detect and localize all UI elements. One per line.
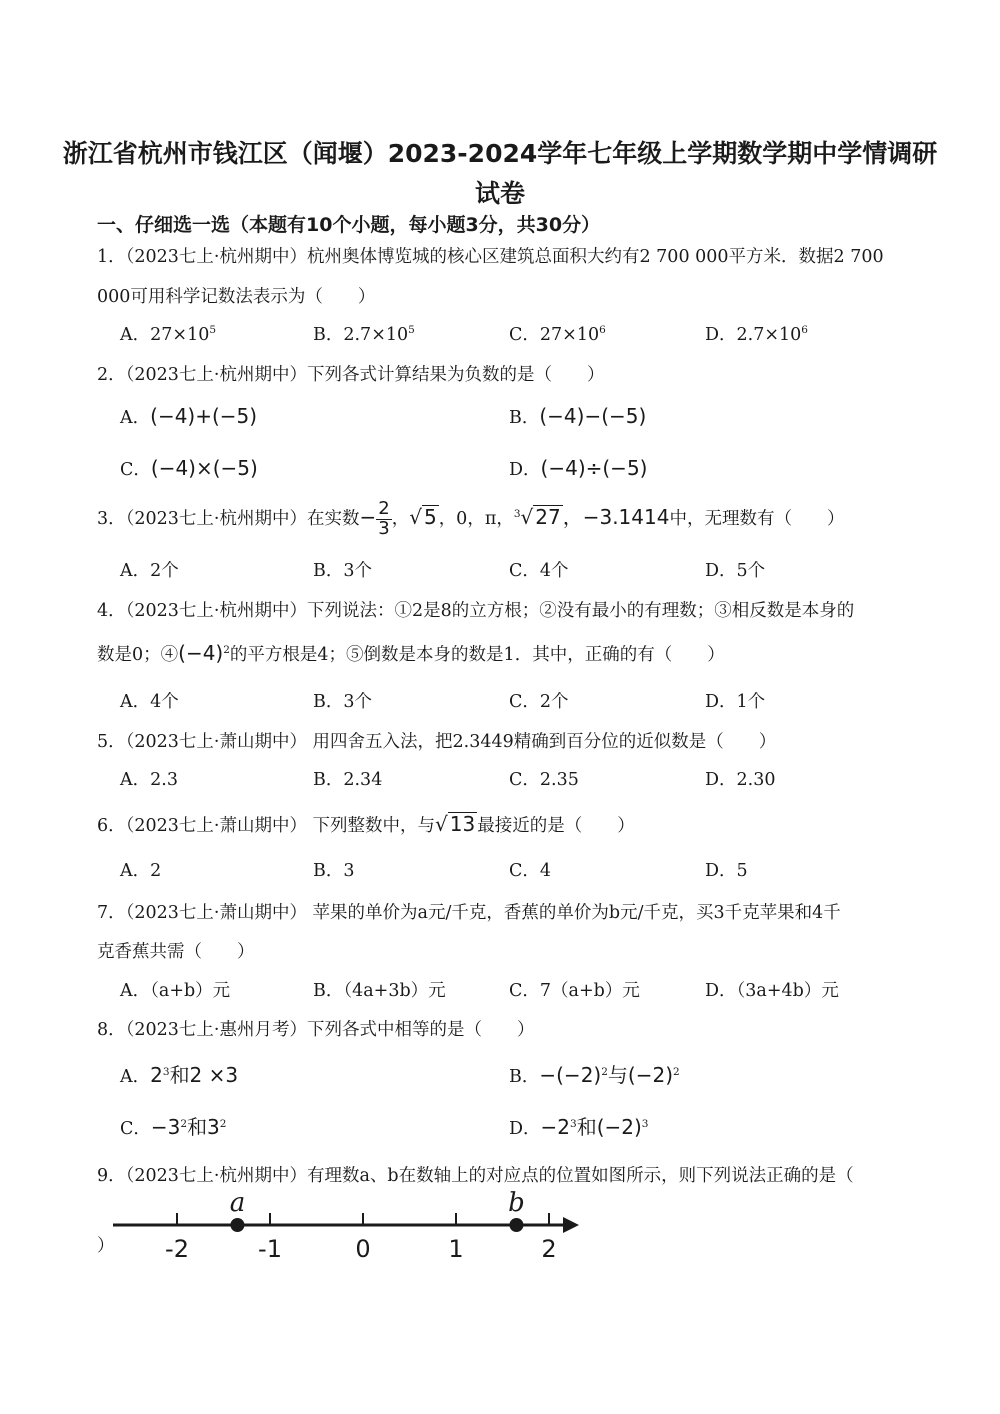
q3-option-a: A．2个	[120, 561, 179, 581]
q8-option-c: C．$-3^2$和$3^2$	[120, 1115, 227, 1139]
number-line-tick-label: 1	[448, 1235, 464, 1263]
document-title: 浙江省杭州市钱江区（闻堰）2023-2024学年七年级上学期数学期中学情调研	[62, 139, 938, 168]
question-1-stem-cont: 000可用科学记数法表示为（ ）	[97, 287, 376, 307]
question-4-stem-cont: 数是0；$④(-4)^2$的平方根是4；⑤倒数是本身的数是1．其中，正确的有（ ）	[97, 641, 725, 665]
q1-option-b: B．$2.7\times 10^5$	[313, 324, 415, 345]
question-1-stem: 1．（2023七上·杭州期中）杭州奥体博览城的核心区建筑总面积大约有2 700 000平方米．数据2 700	[97, 247, 884, 267]
question-7-stem: 7．（2023七上·萧山期中） 苹果的单价为a元/千克，香蕉的单价为b元/千克，买3千克苹果和4千	[97, 903, 841, 923]
point-a-label: a	[229, 1188, 246, 1218]
q4-option-b: B．3个	[313, 692, 372, 712]
number-line-tick-label: 2	[541, 1235, 557, 1263]
q1-option-c: C．$27\times 10^6$	[509, 324, 606, 345]
q7-option-a: A．（a+b）元	[120, 981, 231, 1001]
q6-option-c: C．4	[509, 861, 552, 881]
point-b-label: b	[508, 1188, 525, 1218]
q2-option-b: B．(−4)−(−5)	[509, 404, 647, 428]
q3-option-d: D．5个	[705, 561, 766, 581]
q4-option-d: D．1个	[705, 692, 766, 712]
number-line-tick-label: 0	[355, 1235, 371, 1263]
q1-option-a: A．$27\times 10^5$	[120, 324, 217, 345]
point-b	[509, 1218, 523, 1232]
document-title-line2: 试卷	[474, 179, 525, 208]
q5-option-a: A．2.3	[120, 770, 178, 790]
q6-option-a: A．2	[120, 861, 162, 881]
question-7-stem-cont: 克香蕉共需（ ）	[97, 942, 255, 962]
number-line-arrow	[563, 1217, 579, 1233]
q6-option-b: B．3	[313, 861, 355, 881]
q8-option-d: D．$-2^3$和$(-2)^3$	[509, 1115, 649, 1139]
q7-option-d: D．（3a+4b）元	[705, 981, 839, 1001]
q2-option-c: C．(−4)×(−5)	[120, 456, 258, 480]
q8-option-b: B．$-(-2)^2$与$(-2)^2$	[509, 1063, 680, 1087]
question-5-stem: 5．（2023七上·萧山期中） 用四舍五入法，把2.3449精确到百分位的近似数是（ ）	[97, 732, 777, 752]
q6-option-d: D．5	[705, 861, 748, 881]
question-8-stem: 8．（2023七上·惠州月考）下列各式中相等的是（ ）	[97, 1020, 535, 1040]
number-line-tick-label: -1	[258, 1235, 282, 1263]
q7-option-b: B．（4a+3b）元	[313, 981, 446, 1001]
q5-option-b: B．2.34	[313, 770, 383, 790]
q3-option-c: C．4个	[509, 561, 569, 581]
question-2-stem: 2．（2023七上·杭州期中）下列各式计算结果为负数的是（ ）	[97, 365, 605, 385]
question-4-stem: 4．（2023七上·杭州期中）下列说法：①2是8的立方根；②没有最小的有理数；③相反数是本身的	[97, 601, 855, 621]
point-a	[230, 1218, 244, 1232]
number-line-figure	[105, 1185, 590, 1270]
fraction-two-thirds: $\frac{2}{3}$	[378, 498, 390, 539]
q2-option-a: A．(−4)+(−5)	[120, 404, 258, 428]
number-line-tick-label: -2	[165, 1235, 189, 1263]
question-6-stem: 6．（2023七上·萧山期中） 下列整数中，与√ 13 最接近的是（ ）	[97, 812, 635, 836]
section-header: 一、仔细选一选（本题有10个小题，每小题3分，共30分）	[97, 214, 601, 236]
q7-option-c: C．7（a+b）元	[509, 981, 640, 1001]
q5-option-d: D．2.30	[705, 770, 776, 790]
q4-option-c: C．2个	[509, 692, 569, 712]
q8-option-a: A．$2^3$和2 ×3	[120, 1063, 239, 1087]
question-9-stem: 9．（2023七上·杭州期中）有理数a、b在数轴上的对应点的位置如图所示，则下列说法正确的是（	[97, 1166, 854, 1186]
question-3-stem: 3．（2023七上·杭州期中）在实数− $\frac{2}{3}$ ，√ 5 ，0，π，$^3$√ 27 ，−3.1414中，无理数有（ ）	[97, 498, 845, 539]
q2-option-d: D．(−4)÷(−5)	[509, 456, 648, 480]
question-9-stem-close: ）	[97, 1236, 115, 1256]
q1-option-d: D．$2.7\times 10^6$	[705, 324, 808, 345]
q3-option-b: B．3个	[313, 561, 372, 581]
q4-option-a: A．4个	[120, 692, 179, 712]
q5-option-c: C．2.35	[509, 770, 579, 790]
